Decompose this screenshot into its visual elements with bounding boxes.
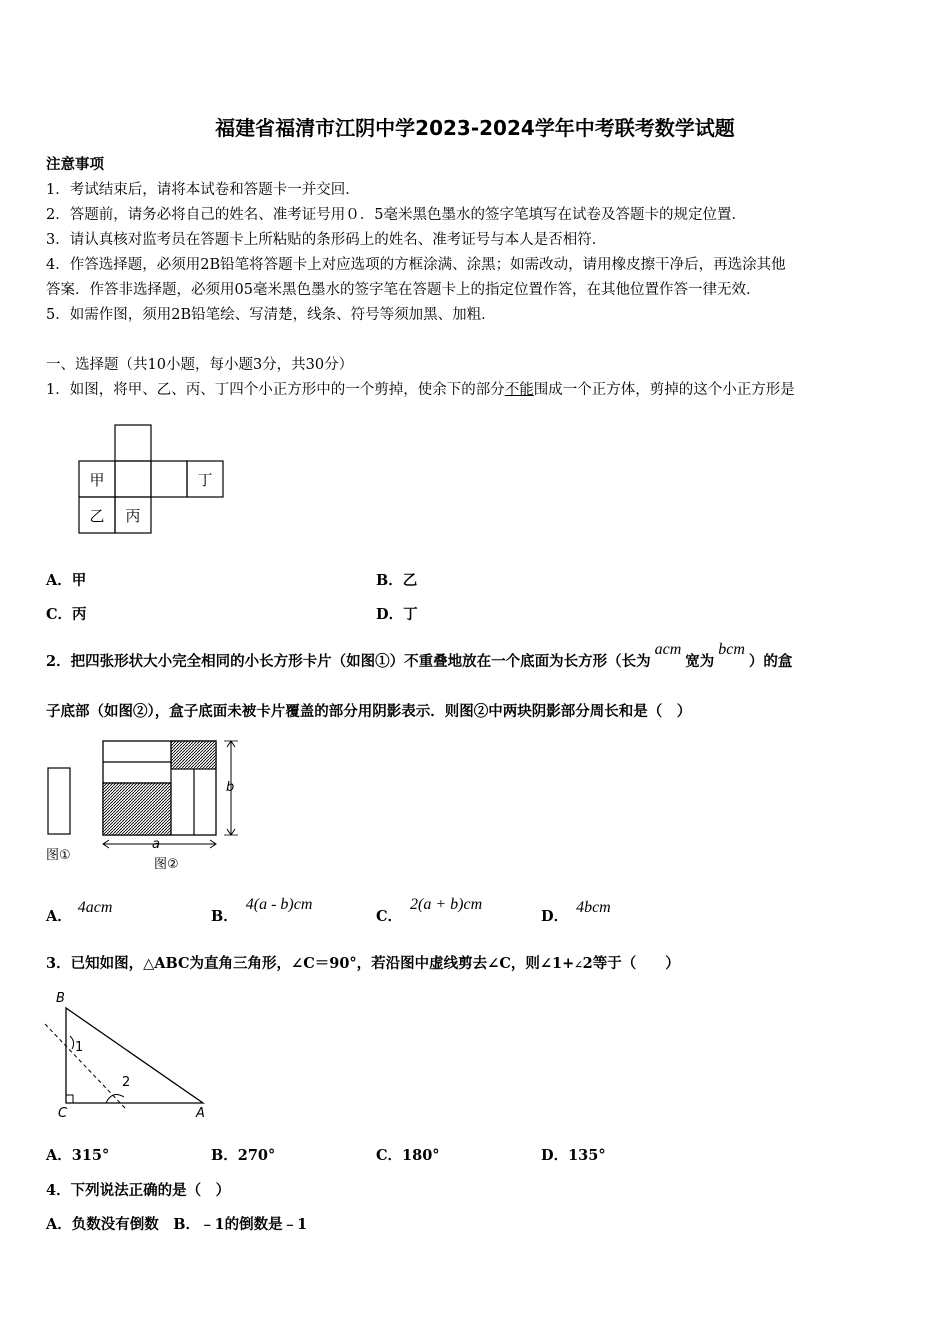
notice-item: 4．作答选择题，必须用2B铅笔将答题卡上对应选项的方框涂满、涂黑；如需改动，请用橡皮擦干净后，再选涂其他 bbox=[46, 257, 786, 273]
q2-option-b[interactable] bbox=[211, 896, 313, 926]
q3-option-b[interactable]: B．270° bbox=[211, 1147, 276, 1164]
q2-text-b: 宽为 bbox=[685, 653, 715, 670]
label-a: a bbox=[152, 837, 160, 852]
label-ding: 丁 bbox=[197, 471, 213, 489]
angle-2-label: 2 bbox=[122, 1075, 131, 1090]
vertex-a: A bbox=[196, 1106, 205, 1121]
label-yi: 乙 bbox=[89, 507, 105, 525]
q2-option-d[interactable] bbox=[541, 899, 611, 926]
q2-text-c: ）的盒 bbox=[748, 653, 793, 670]
page-title: 福建省福清市江阴中学2023-2024学年中考联考数学试题 bbox=[215, 116, 735, 140]
q2-text-line1 bbox=[46, 641, 793, 671]
q1-text bbox=[46, 378, 795, 399]
q3-text-main: 3．已知如图，△ABC为直角三角形，∠C＝90°，若沿图中虚线剪去∠C，则∠1+ bbox=[46, 955, 575, 972]
notice-item: 5．如需作图，须用2B铅笔绘、写清楚，线条、符号等须加黑、加粗． bbox=[46, 307, 496, 323]
q1-option-a[interactable]: A．甲 bbox=[46, 572, 87, 589]
notice-item: 1．考试结束后，请将本试卷和答题卡一并交回． bbox=[46, 182, 360, 198]
q1-text-after: 围成一个正方体，剪掉的这个小正方形是 bbox=[533, 382, 795, 398]
net-square-top bbox=[115, 425, 151, 461]
net-square-center bbox=[115, 461, 151, 497]
vertex-c: C bbox=[58, 1106, 68, 1121]
q2-option-a-label: A． bbox=[46, 908, 72, 925]
fig2-label: 图② bbox=[154, 857, 179, 872]
net-square-blank bbox=[151, 461, 187, 497]
q2-option-d-label: D． bbox=[541, 908, 569, 925]
q3-option-c[interactable]: C．180° bbox=[376, 1147, 440, 1164]
angle-2-arc bbox=[106, 1095, 124, 1103]
q1-text-underline: 不能 bbox=[504, 382, 534, 398]
label-jia: 甲 bbox=[89, 471, 105, 489]
triangle-abc bbox=[66, 1008, 203, 1103]
q1-option-b[interactable]: B．乙 bbox=[376, 572, 418, 589]
notice-heading: 注意事项 bbox=[46, 156, 104, 173]
q2-option-b-label: B． bbox=[211, 908, 238, 925]
angle-1-arc bbox=[70, 1036, 74, 1049]
q2-option-d-math: 4bcm bbox=[576, 899, 611, 916]
right-angle-mark bbox=[66, 1095, 73, 1103]
q2-option-c-label: C． bbox=[376, 908, 403, 925]
shaded-region-right bbox=[171, 741, 216, 769]
vertex-b: B bbox=[56, 991, 65, 1006]
q2-option-a[interactable] bbox=[46, 899, 113, 926]
q4-options[interactable]: A．负数没有倒数 B．﹣1的倒数是﹣1 bbox=[46, 1216, 308, 1233]
q3-text-small: ∠ bbox=[574, 960, 583, 971]
q3-option-a[interactable]: A．315° bbox=[46, 1147, 110, 1164]
label-bing: 丙 bbox=[125, 507, 141, 525]
angle-1-label: 1 bbox=[75, 1040, 84, 1055]
q1-text-before: 1．如图，将甲、乙、丙、丁四个小正方形中的一个剪掉，使余下的部分 bbox=[46, 382, 505, 398]
q2-option-c[interactable] bbox=[376, 896, 483, 926]
q2-math-b: bcm bbox=[718, 641, 745, 658]
notice-item: 3．请认真核对监考员在答题卡上所粘贴的条形码上的姓名、准考证号与本人是否相符． bbox=[46, 232, 607, 248]
shaded-region-left bbox=[103, 783, 171, 835]
q2-text-a: 2．把四张形状大小完全相同的小长方形卡片（如图①）不重叠地放在一个底面为长方形（长为 bbox=[46, 653, 651, 670]
q4-text: 4．下列说法正确的是（ ） bbox=[46, 1182, 231, 1199]
q3-option-d[interactable]: D．135° bbox=[541, 1147, 606, 1164]
q2-figure-2 bbox=[98, 738, 246, 874]
label-b: b bbox=[226, 780, 235, 795]
notice-item: 答案．作答非选择题，必须用05毫米黑色墨水的签字笔在答题卡上的指定位置作答，在其他位置作答一律无效． bbox=[46, 282, 761, 298]
q2-math-a: acm bbox=[654, 641, 682, 658]
q1-option-d[interactable]: D．丁 bbox=[376, 606, 418, 623]
q2-option-b-math: 4(a - b)cm bbox=[245, 896, 313, 913]
q1-net-figure bbox=[78, 424, 224, 536]
card-rectangle bbox=[48, 768, 70, 834]
q2-figure-1 bbox=[44, 765, 84, 869]
q2-option-a-math: 4acm bbox=[77, 899, 113, 916]
section-heading: 一、选择题（共10小题，每小题3分，共30分） bbox=[46, 357, 354, 373]
q2-text-line2: 子底部（如图②），盒子底面未被卡片覆盖的部分用阴影表示．则图②中两块阴影部分周长和是（ ） bbox=[46, 703, 692, 720]
q1-option-c[interactable]: C．丙 bbox=[46, 606, 87, 623]
q2-option-c-math: 2(a + b)cm bbox=[410, 896, 483, 913]
q3-text bbox=[46, 952, 680, 973]
q3-triangle-figure bbox=[40, 988, 216, 1120]
fig1-label: 图① bbox=[46, 848, 71, 863]
q3-text-end: 2等于（ ） bbox=[582, 955, 680, 972]
notice-item: 2．答题前，请务必将自己的姓名、准考证号用０．5毫米黑色墨水的签字笔填写在试卷及答题卡的规定位置． bbox=[46, 207, 746, 223]
